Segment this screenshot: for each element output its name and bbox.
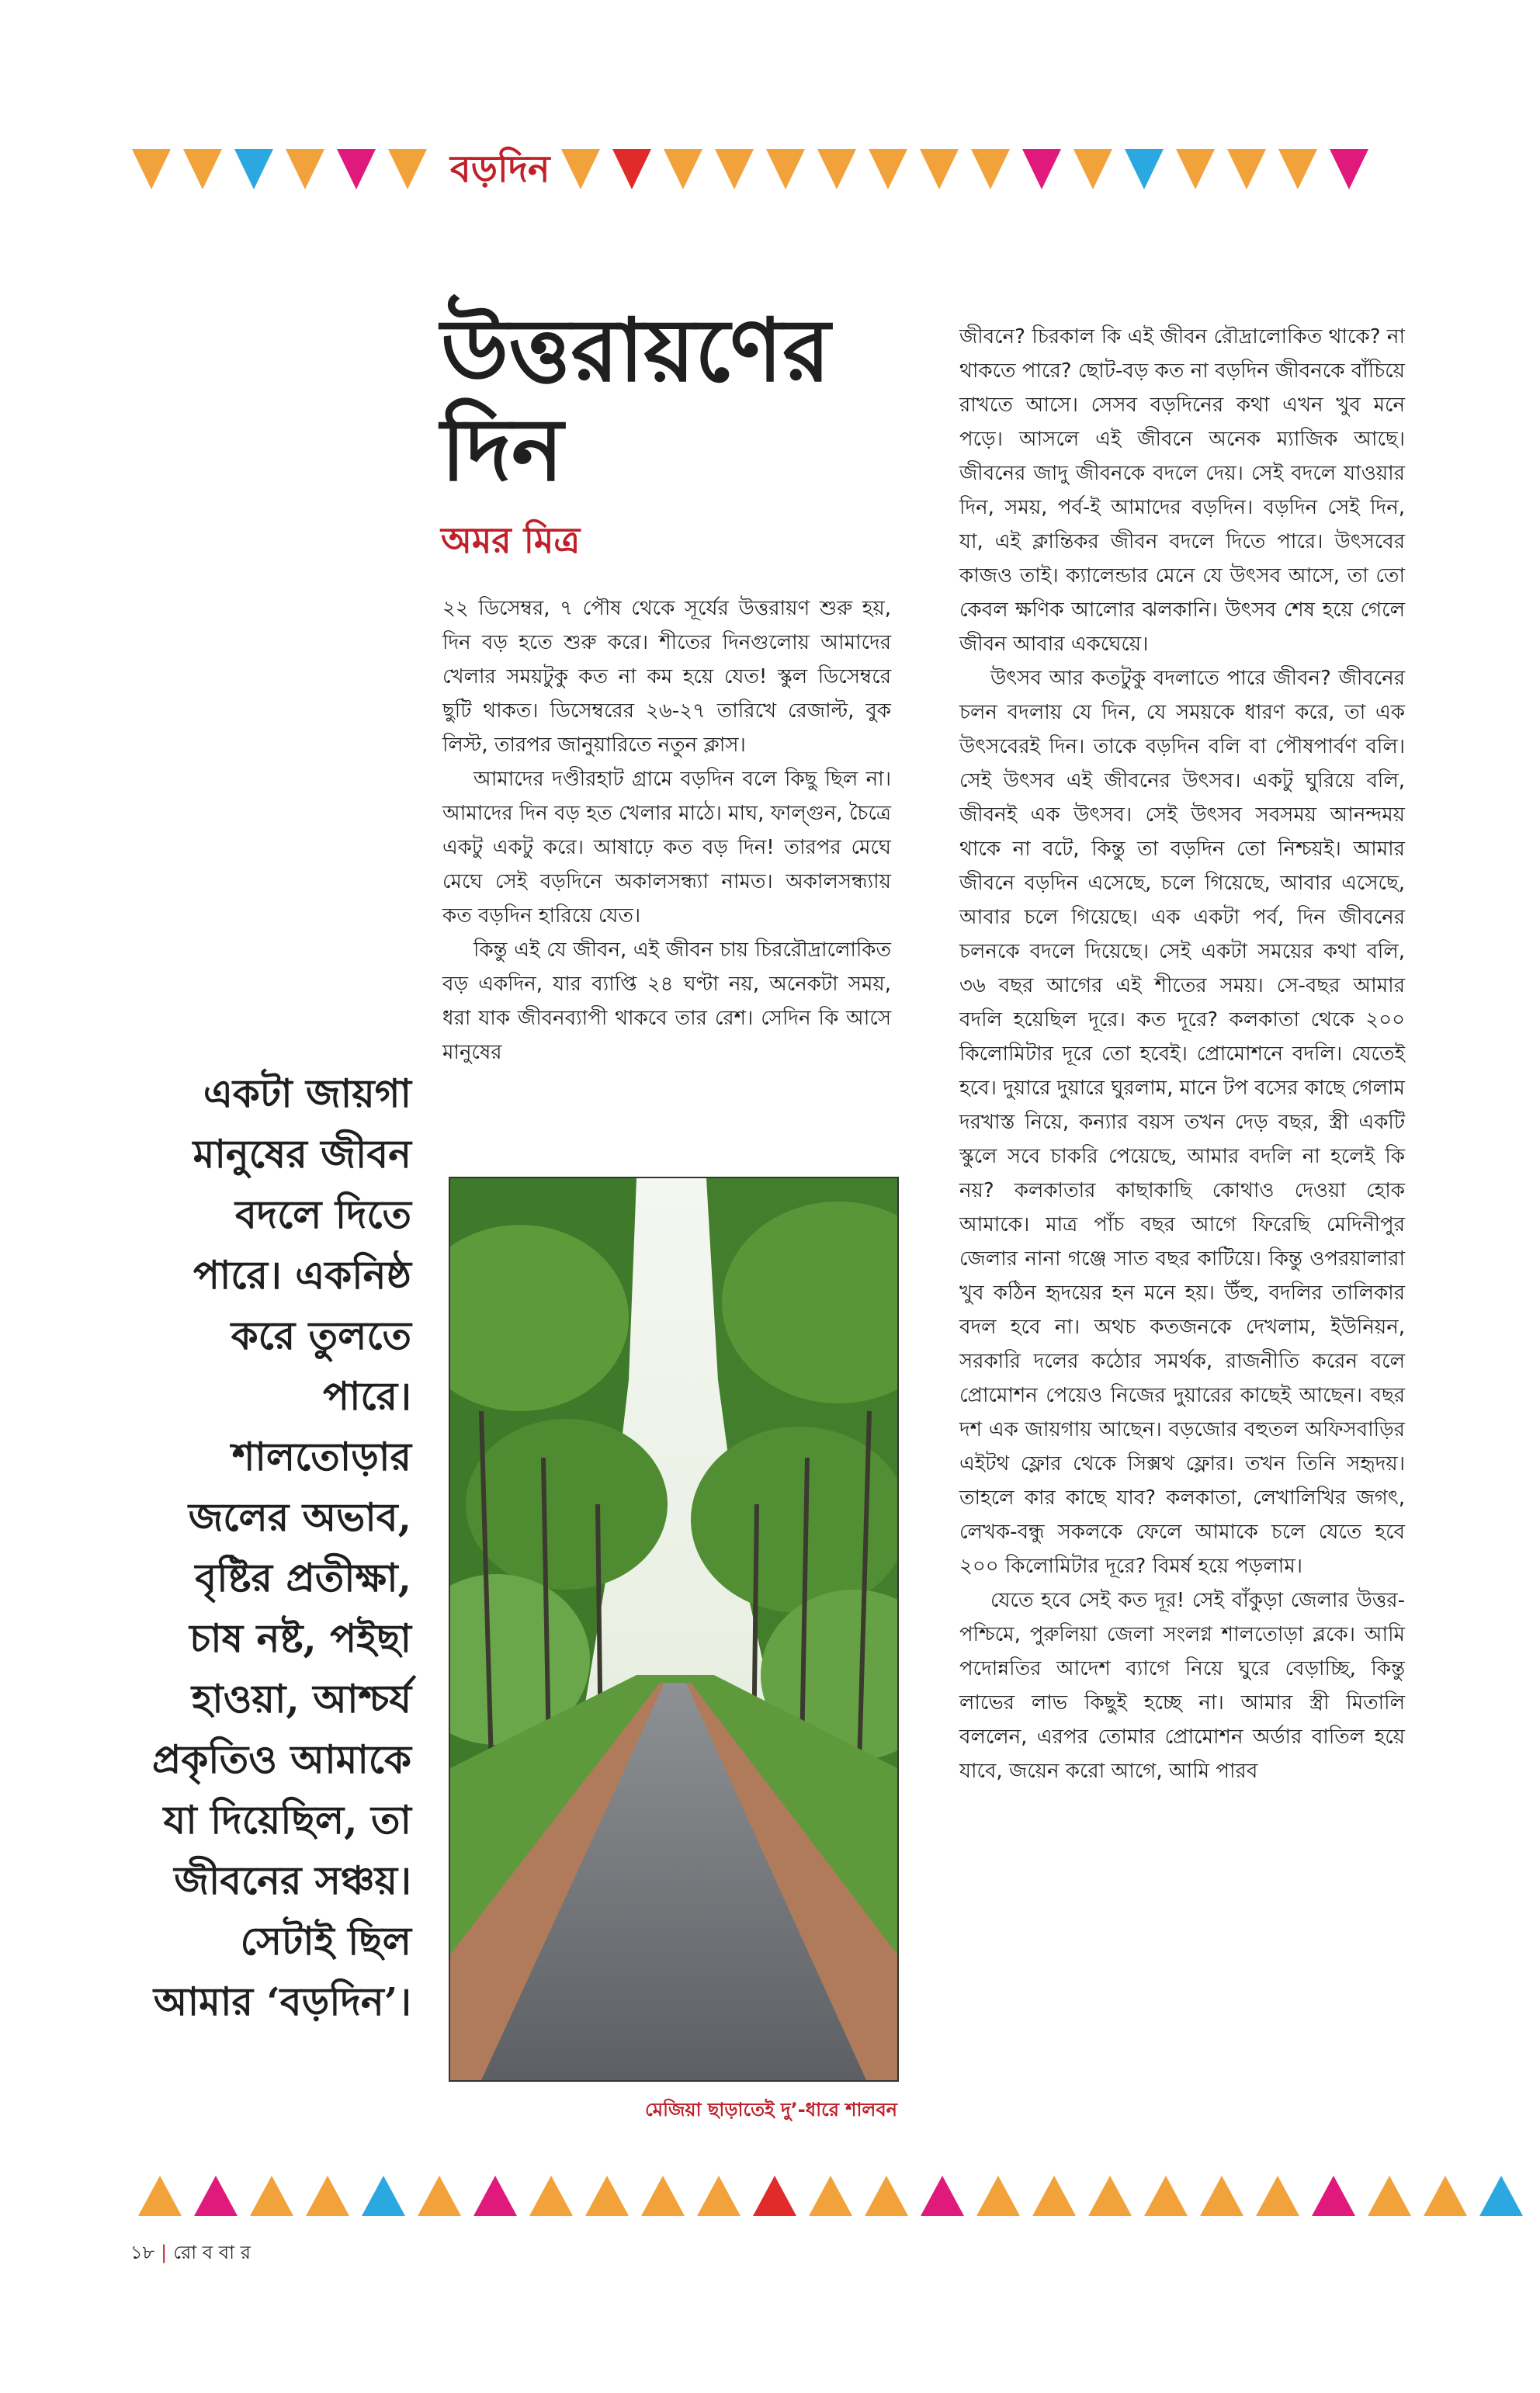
section-label: বড়দিন <box>450 147 550 191</box>
bunting-left <box>132 149 439 189</box>
bunting-flag <box>362 2176 405 2216</box>
page-footer <box>130 2239 251 2270</box>
bunting-flag <box>697 2176 741 2216</box>
bunting-flag <box>1424 2176 1467 2216</box>
bottom-bunting <box>138 2176 1419 2216</box>
bunting-flag <box>809 2176 852 2216</box>
bunting-flag <box>473 2176 517 2216</box>
bunting-flag <box>715 149 754 189</box>
top-bunting <box>132 149 1413 189</box>
paragraph: জীবনে? চিরকাল কি এই জীবন রৌদ্রালোকিত থাকে? না থাকতে পারে? ছোট-বড় কত না বড়দিন জীবনকে বাঁচিয়ে রাখতে আসে। সেসব বড়দিনের কথা এখন খুব মনে পড়ে। আসলে এই জীবনে অনেক ম্যাজিক আছে। জীবনের জাদু জীবনকে বদলে দেয়। সেই বদলে যাওয়ার দিন, সময়, পর্ব-ই আমাদের বড়দিন। বড়দিন সেই দিন, যা, এই ক্লান্তিকর জীবন বদলে দিতে পারে। উৎসবের কাজও তাই। ক্যালেন্ডার মেনে যে উৎসব আসে, তা তো কেবল ক্ষণিক আলোর ঝলকানি। উৎসব শেষ হয়ে গেলে জীবন আবার একঘেয়ে। <box>959 325 1405 656</box>
bunting-flag <box>337 149 376 189</box>
bunting-flag <box>664 149 702 189</box>
photo-caption: মেজিয়া ছাড়াতেই দু’-ধারে শালবন <box>645 2099 897 2121</box>
paragraph: ২২ ডিসেম্বর, ৭ পৌষ থেকে সূর্যের উত্তরায়ণ শুরু হয়, দিন বড় হতে শুরু করে। শীতের দিনগুলোয় আমাদের খেলার সময়টুকু কত না কম হয়ে যেত! স্কুল ডিসেম্বরে ছুটি থাকত। ডিসেম্বরের ২৬-২৭ তারিখে রেজাল্ট, বুক লিস্ট, তারপর জানুয়ারিতে নতুন ক্লাস। <box>442 597 891 757</box>
bunting-flag <box>194 2176 238 2216</box>
bunting-flag <box>1088 2176 1132 2216</box>
byline: অমর মিত্র <box>441 519 581 561</box>
bunting-flag <box>921 2176 964 2216</box>
bunting-right <box>561 149 1381 189</box>
bunting-flag <box>1312 2176 1355 2216</box>
page-number: ১৮ <box>130 2242 155 2263</box>
bunting-flag <box>612 149 651 189</box>
bunting-flag <box>766 149 805 189</box>
bunting-flag <box>234 149 273 189</box>
bunting-flag <box>1479 2176 1523 2216</box>
bunting-flag <box>641 2176 685 2216</box>
bunting-flag <box>1278 149 1317 189</box>
bunting-flag <box>869 149 907 189</box>
bunting-flag <box>388 149 427 189</box>
bunting-flag <box>529 2176 573 2216</box>
bunting-flag <box>753 2176 796 2216</box>
bunting-flag <box>561 149 600 189</box>
bunting-flag <box>132 149 171 189</box>
bunting-flag <box>1256 2176 1299 2216</box>
bunting-flag <box>1200 2176 1243 2216</box>
bunting-flag <box>865 2176 908 2216</box>
bunting-flag <box>306 2176 349 2216</box>
article-column-1 <box>442 591 891 1070</box>
footer-divider: | <box>161 2242 168 2263</box>
paragraph: যেতে হবে সেই কত দূর! সেই বাঁকুড়া জেলার উত্তর-পশ্চিমে, পুরুলিয়া জেলা সংলগ্ন শালতোড়া ব্লকে। আমি পদোন্নতির আদেশ ব্যাগে নিয়ে ঘুরে বেড়াচ্ছি, কিন্তু লাভের লাভ কিছুই হচ্ছে না। আমার স্ত্রী মিতালি বললেন, এরপর তোমার প্রোমোশন অর্ডার বাতিল হয়ে যাবে, জয়েন করো আগে, আমি পারব <box>959 1589 1405 1783</box>
bunting-flag <box>1022 149 1061 189</box>
bunting-flag <box>920 149 959 189</box>
paragraph: কিন্তু এই যে জীবন, এই জীবন চায় চিররৌদ্রালোকিত বড় একদিন, যার ব্যাপ্তি ২৪ ঘণ্টা নয়, অনেকটা সময়, ধরা যাক জীবনব্যাপী থাকবে তার রেশ। সেদিন কি আসে মানুষের <box>442 938 891 1064</box>
photo-forest-road <box>449 1177 899 2082</box>
bunting-flag <box>1125 149 1164 189</box>
bunting-flag <box>183 149 222 189</box>
bunting-flag <box>1227 149 1266 189</box>
bunting-flag <box>1368 2176 1411 2216</box>
bunting-flag <box>250 2176 293 2216</box>
bunting-flag <box>1330 149 1368 189</box>
bunting-flag <box>585 2176 629 2216</box>
paragraph: আমাদের দণ্ডীরহাট গ্রামে বড়দিন বলে কিছু ছিল না। আমাদের দিন বড় হত খেলার মাঠে। মাঘ, ফাল্গুন, চৈত্রে একটু একটু করে। আষাঢ়ে কত বড় দিন! তারপর মেঘে মেঘে সেই বড়দিনে অকালসন্ধ্যা নামত। অকালসন্ধ্যায় কত বড়দিন হারিয়ে যেত। <box>442 768 891 928</box>
bunting-flag <box>1176 149 1215 189</box>
bunting-flag <box>1073 149 1112 189</box>
magazine-name: রো ব বা র <box>173 2242 251 2263</box>
bunting-flag <box>286 149 324 189</box>
bunting-flag <box>1144 2176 1188 2216</box>
bunting-flag <box>1032 2176 1076 2216</box>
bunting-flag <box>976 2176 1020 2216</box>
bunting-flag <box>138 2176 182 2216</box>
bunting-flag <box>418 2176 461 2216</box>
bunting-flag <box>817 149 856 189</box>
bunting-flag <box>971 149 1010 189</box>
headline: উত্তরায়ণের দিন <box>441 300 831 501</box>
paragraph: উৎসব আর কতটুকু বদলাতে পারে জীবন? জীবনের চলন বদলায় যে দিন, যে সময়কে ধারণ করে, তা এক উৎসবেরই দিন। তাকে বড়দিন বলি বা পৌষপার্বণ বলি। সেই উৎসব এই জীবনের উৎসব। একটু ঘুরিয়ে বলি, জীবনই এক উৎসব। সেই উৎসব সবসময় আনন্দময় থাকে না বটে, কিন্তু তা বড়দিন তো নিশ্চয়ই। আমার জীবনে বড়দিন এসেছে, চলে গিয়েছে, আবার এসেছে, আবার চলে গিয়েছে। এক একটা পর্ব, দিন জীবনের চলনকে বদলে দিয়েছে। সেই একটা সময়ের কথা বলি, ৩৬ বছর আগের এই শীতের সময়। সে-বছর আমার বদলি হয়েছিল দূরে। কত দূরে? কলকাতা থেকে ২০০ কিলোমিটার দূরে তো হবেই। প্রোমোশনে বদলি। যেতেই হবে। দুয়ারে দুয়ারে ঘুরলাম, মানে টপ বসের কাছে গেলাম দরখাস্ত নিয়ে, কন্যার বয়স তখন দেড় বছর, স্ত্রী একটি স্কুলে সবে চাকরি পেয়েছে, আমার বদলি না হলেই কি নয়? কলকাতার কাছাকাছি কোথাও দেওয়া হোক আমাকে। মাত্র পাঁচ বছর আগে ফিরেছি মেদিনীপুর জেলার নানা গঞ্জে সাত বছর কাটিয়ে। কিন্তু ওপরয়ালারা খুব কঠিন হৃদয়ের হন মনে হয়। উঁহু, বদলির তালিকার বদল হবে না। অথচ কতজনকে দেখলাম, ইউনিয়ন, সরকারি দলের কঠোর সমর্থক, রাজনীতি করেন বলে প্রোমোশন পেয়েও নিজের দুয়ারের কাছেই আছেন। বছর দশ এক জায়গায় আছেন। বড়জোর বহুতল অফিসবাড়ির এইটথ ফ্লোর থেকে সিক্সথ ফ্লোর। তখন তিনি সহৃদয়। তাহলে কার কাছে যাব? কলকাতা, লেখালিখির জগৎ, লেখক-বন্ধু সকলকে ফেলে আমাকে চলে যেতে হবে ২০০ কিলোমিটার দূরে? বিমর্ষ হয়ে পড়লাম। <box>959 667 1405 1578</box>
article-column-2 <box>959 320 1405 1788</box>
pull-quote: একটা জায়গা মানুষের জীবন বদলে দিতে পারে। একনিষ্ঠ করে তুলতে পারে। শালতোড়ার জলের অভাব, বৃষ্টির প্রতীক্ষা, চাষ নষ্ট, পইছা হাওয়া, আশ্চর্য প্রকৃতিও আমাকে যা দিয়েছিল, তা জীবনের সঞ্চয়। সেটাই ছিল আমার ‘বড়দিন’। <box>152 1070 411 2024</box>
